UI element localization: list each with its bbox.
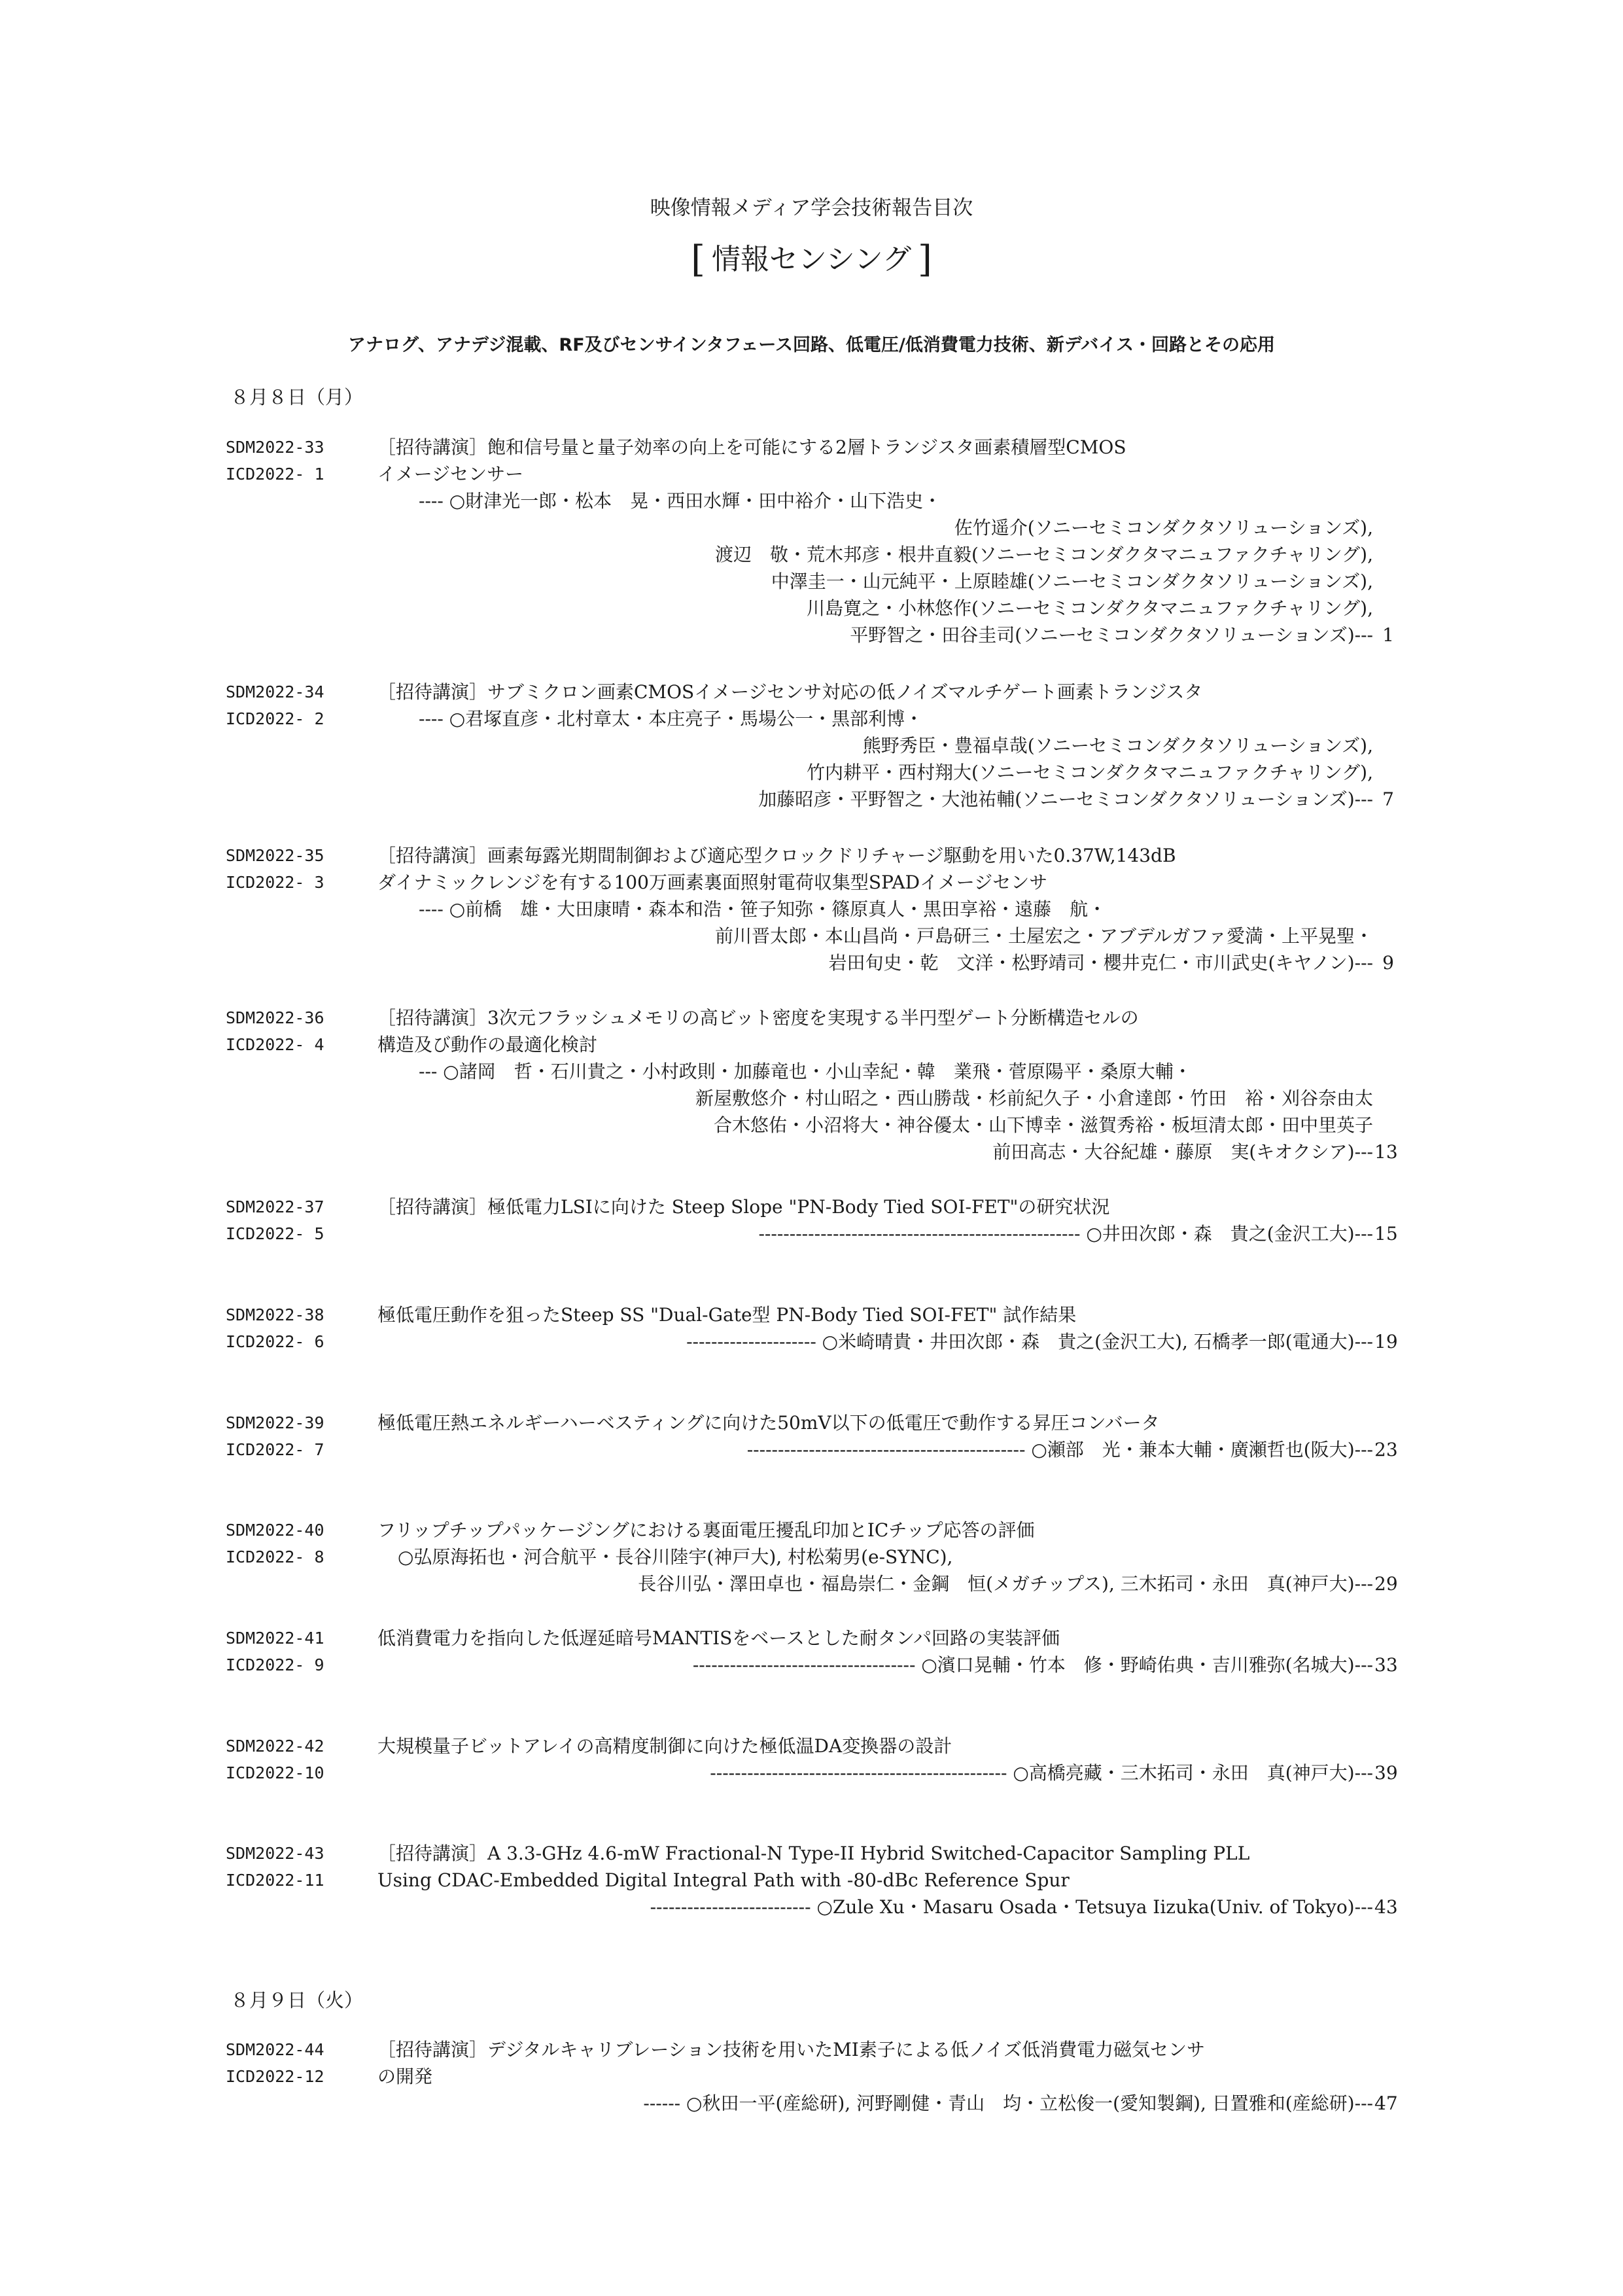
section-title xyxy=(0,236,1623,281)
paper-authors: ------------------------------------------------ ○高橋亮藏・三木拓司・永田 真(神戸大)--- xyxy=(710,1762,1373,1784)
report-codes xyxy=(226,1733,376,1786)
report-code: SDM2022-35 xyxy=(226,846,324,865)
paper-authors: ------------------------------------ ○濱口晃輔・竹本 修・野崎佑典・吉川雅弥(名城大)--- xyxy=(692,1654,1373,1676)
paper-authors: 加藤昭彦・平野智之・大池祐輔(ソニーセミコンダクタソリューションズ)--- xyxy=(758,788,1373,810)
page-number: 7 xyxy=(1382,788,1394,810)
report-codes xyxy=(226,1004,376,1058)
paper-title: ［招待講演］デジタルキャリブレーション技術を用いたMI素子による低ノイズ低消費電力磁気センサ xyxy=(377,2039,1206,2060)
bracket-right: ] xyxy=(917,238,932,281)
paper-title: 極低電圧熱エネルギーハーベスティングに向けた50mV以下の低電圧で動作する昇圧コンバータ xyxy=(377,1412,1160,1434)
subject-line: アナログ、アナデジ混載、RF及びセンサインタフェース回路、低電圧/低消費電力技術、新デバイス・回路とその応用 xyxy=(348,335,1275,355)
page-number: 33 xyxy=(1374,1654,1398,1676)
report-code: SDM2022-37 xyxy=(226,1197,324,1216)
report-codes xyxy=(226,842,376,896)
paper-authors: -------------------------- ○Zule Xu・Masaru Osada・Tetsuya Iizuka(Univ. of Tokyo)--- xyxy=(650,1896,1373,1918)
paper-title: フリップチップパッケージングにおける裏面電圧擾乱印加とICチップ応答の評価 xyxy=(377,1519,1035,1541)
report-codes xyxy=(226,1625,376,1678)
page-number: 19 xyxy=(1374,1331,1398,1352)
paper-title: 極低電圧動作を狙ったSteep SS "Dual-Gate型 PN-Body Tied SOI-FET" 試作結果 xyxy=(377,1304,1077,1326)
toc-entry xyxy=(0,1193,1623,1301)
section-title-text: 情報センシング xyxy=(712,243,911,276)
report-code: ICD2022- 6 xyxy=(226,1332,324,1351)
toc-entry xyxy=(0,1004,1623,1192)
paper-authors: 佐竹遥介(ソニーセミコンダクタソリューションズ), xyxy=(954,517,1373,539)
toc-entry xyxy=(0,1301,1623,1409)
report-codes xyxy=(226,434,376,487)
paper-authors: ○弘原海拓也・河合航平・長谷川陸宇(神戸大), 村松菊男(e-SYNC), xyxy=(398,1546,953,1568)
report-codes xyxy=(226,1840,376,1894)
paper-authors: 前田高志・大谷紀雄・藤原 実(キオクシア)--- xyxy=(992,1141,1373,1163)
paper-authors: 川島寛之・小林悠作(ソニーセミコンダクタマニュファクチャリング), xyxy=(807,597,1373,619)
bracket-left: [ xyxy=(691,238,706,281)
day-heading: ８月８日（月） xyxy=(230,386,364,408)
page-number: 29 xyxy=(1374,1573,1398,1595)
toc-entry xyxy=(0,842,1623,1003)
paper-authors: ------ ○秋田一平(産総研), 河野剛健・青山 均・立松俊一(愛知製鋼), 日置雅和(産総研)--- xyxy=(643,2093,1373,2114)
page-number: 15 xyxy=(1374,1223,1398,1245)
report-code: ICD2022- 9 xyxy=(226,1655,324,1674)
report-code: SDM2022-43 xyxy=(226,1844,324,1863)
paper-authors: 中澤圭一・山元純平・上原睦雄(ソニーセミコンダクタソリューションズ), xyxy=(771,571,1373,592)
report-code: SDM2022-42 xyxy=(226,1737,324,1756)
paper-authors: 前川晋太郎・本山昌尚・戸島研三・土屋宏之・アブデルガファ愛満・上平晃聖・ xyxy=(714,925,1373,947)
report-codes xyxy=(226,679,376,732)
paper-authors: ---- ○前橋 雄・大田康晴・森本和浩・笹子知弥・篠原真人・黒田享裕・遠藤 航・ xyxy=(419,898,1107,920)
paper-title: ［招待講演］3次元フラッシュメモリの高ビット密度を実現する半円型ゲート分断構造セルの xyxy=(377,1007,1139,1029)
report-codes xyxy=(226,2036,376,2090)
paper-title: ダイナミックレンジを有する100万画素裏面照射電荷収集型SPADイメージセンサ xyxy=(377,872,1048,893)
paper-authors: 渡辺 敬・荒木邦彦・根井直毅(ソニーセミコンダクタマニュファクチャリング), xyxy=(715,544,1373,565)
paper-authors: 平野智之・田谷圭司(ソニーセミコンダクタソリューションズ)--- xyxy=(850,624,1373,646)
toc-entry xyxy=(0,1840,1623,1947)
day-heading: ８月９日（火） xyxy=(230,1989,364,2011)
paper-authors: 合木悠佑・小沼将大・神谷優太・山下博幸・滋賀秀裕・板垣清太郎・田中里英子 xyxy=(713,1114,1373,1136)
paper-title: ［招待講演］飽和信号量と量子効率の向上を可能にする2層トランジスタ画素積層型CMOS xyxy=(377,436,1126,458)
report-code: ICD2022- 2 xyxy=(226,709,324,728)
paper-authors: 熊野秀臣・豊福卓哉(ソニーセミコンダクタソリューションズ), xyxy=(862,735,1373,756)
paper-title: 構造及び動作の最適化検討 xyxy=(377,1034,598,1055)
report-code: SDM2022-39 xyxy=(226,1413,324,1432)
paper-authors: --------------------------------------------- ○瀬部 光・兼本大輔・廣瀬哲也(阪大)--- xyxy=(746,1439,1373,1460)
toc-entry xyxy=(0,2036,1623,2144)
report-code: SDM2022-44 xyxy=(226,2040,324,2059)
paper-authors: 竹内耕平・西村翔大(ソニーセミコンダクタマニュファクチャリング), xyxy=(807,762,1373,783)
toc-entry xyxy=(0,1409,1623,1517)
report-code: SDM2022-33 xyxy=(226,438,324,457)
page-number: 13 xyxy=(1374,1141,1398,1163)
report-code: ICD2022-12 xyxy=(226,2067,324,2086)
paper-title: ［招待講演］サブミクロン画素CMOSイメージセンサ対応の低ノイズマルチゲート画素トランジスタ xyxy=(377,681,1203,703)
page-number: 43 xyxy=(1374,1896,1398,1918)
toc-entry xyxy=(0,1733,1623,1840)
page-number: 39 xyxy=(1374,1762,1398,1784)
report-code: ICD2022- 3 xyxy=(226,873,324,892)
report-code: ICD2022- 4 xyxy=(226,1035,324,1054)
journal-heading: 映像情報メディア学会技術報告目次 xyxy=(650,196,973,220)
report-codes xyxy=(226,1193,376,1247)
report-code: ICD2022- 5 xyxy=(226,1224,324,1243)
report-code: ICD2022- 1 xyxy=(226,465,324,484)
report-code: SDM2022-38 xyxy=(226,1305,324,1324)
page-number: 9 xyxy=(1382,952,1394,974)
paper-title: の開発 xyxy=(377,2066,433,2087)
paper-title: ［招待講演］画素毎露光期間制御および適応型クロックドリチャージ駆動を用いた0.37W,143dB xyxy=(377,845,1176,866)
paper-title: 低消費電力を指向した低遅延暗号MANTISをベースとした耐タンパ回路の実装評価 xyxy=(377,1627,1060,1649)
report-code: ICD2022-11 xyxy=(226,1871,324,1890)
report-code: SDM2022-41 xyxy=(226,1629,324,1648)
report-codes xyxy=(226,1301,376,1355)
paper-title: 大規模量子ビットアレイの高精度制御に向けた極低温DA変換器の設計 xyxy=(377,1735,952,1757)
report-codes xyxy=(226,1517,376,1570)
report-codes xyxy=(226,1409,376,1463)
paper-authors: ---- ○財津光一郎・松本 晃・西田水輝・田中裕介・山下浩史・ xyxy=(419,490,942,512)
paper-authors: --------------------- ○米崎晴貴・井田次郎・森 貴之(金沢工大), 石橋孝一郎(電通大)--- xyxy=(686,1331,1373,1352)
paper-authors: ---------------------------------------------------- ○井田次郎・森 貴之(金沢工大)--- xyxy=(758,1223,1373,1245)
paper-title: ［招待講演］極低電力LSIに向けた Steep Slope "PN-Body Tied SOI-FET"の研究状況 xyxy=(377,1196,1110,1218)
paper-title: ［招待講演］A 3.3-GHz 4.6-mW Fractional-N Type-II Hybrid Switched-Capacitor Sampling PLL xyxy=(377,1843,1250,1864)
report-code: SDM2022-40 xyxy=(226,1521,324,1540)
paper-authors: --- ○諸岡 哲・石川貴之・小村政則・加藤竜也・小山幸紀・韓 業飛・菅原陽平・桑原大輔・ xyxy=(419,1061,1192,1082)
paper-authors: 岩田旬史・乾 文洋・松野靖司・櫻井克仁・市川武史(キヤノン)--- xyxy=(828,952,1373,974)
page-number: 23 xyxy=(1374,1439,1398,1460)
toc-entry xyxy=(0,434,1623,675)
toc-entry xyxy=(0,1625,1623,1732)
paper-title: Using CDAC-Embedded Digital Integral Path with -80-dBc Reference Spur xyxy=(377,1869,1070,1891)
paper-authors: 長谷川弘・澤田卓也・福島崇仁・金鋼 恒(メガチップス), 三木拓司・永田 真(神戸大)--- xyxy=(638,1573,1373,1595)
paper-authors: 新屋敷悠介・村山昭之・西山勝哉・杉前紀久子・小倉達郎・竹田 裕・刈谷奈由太 xyxy=(695,1087,1373,1109)
report-code: ICD2022-10 xyxy=(226,1763,324,1782)
report-code: ICD2022- 7 xyxy=(226,1440,324,1459)
page-number: 47 xyxy=(1374,2093,1398,2114)
toc-entry xyxy=(0,679,1623,866)
report-code: ICD2022- 8 xyxy=(226,1547,324,1566)
report-code: SDM2022-36 xyxy=(226,1008,324,1027)
paper-authors: ---- ○君塚直彦・北村章太・本庄亮子・馬場公一・黒部利博・ xyxy=(419,708,924,730)
page-number: 1 xyxy=(1382,624,1394,646)
report-code: SDM2022-34 xyxy=(226,682,324,701)
paper-title: イメージセンサー xyxy=(377,463,524,485)
